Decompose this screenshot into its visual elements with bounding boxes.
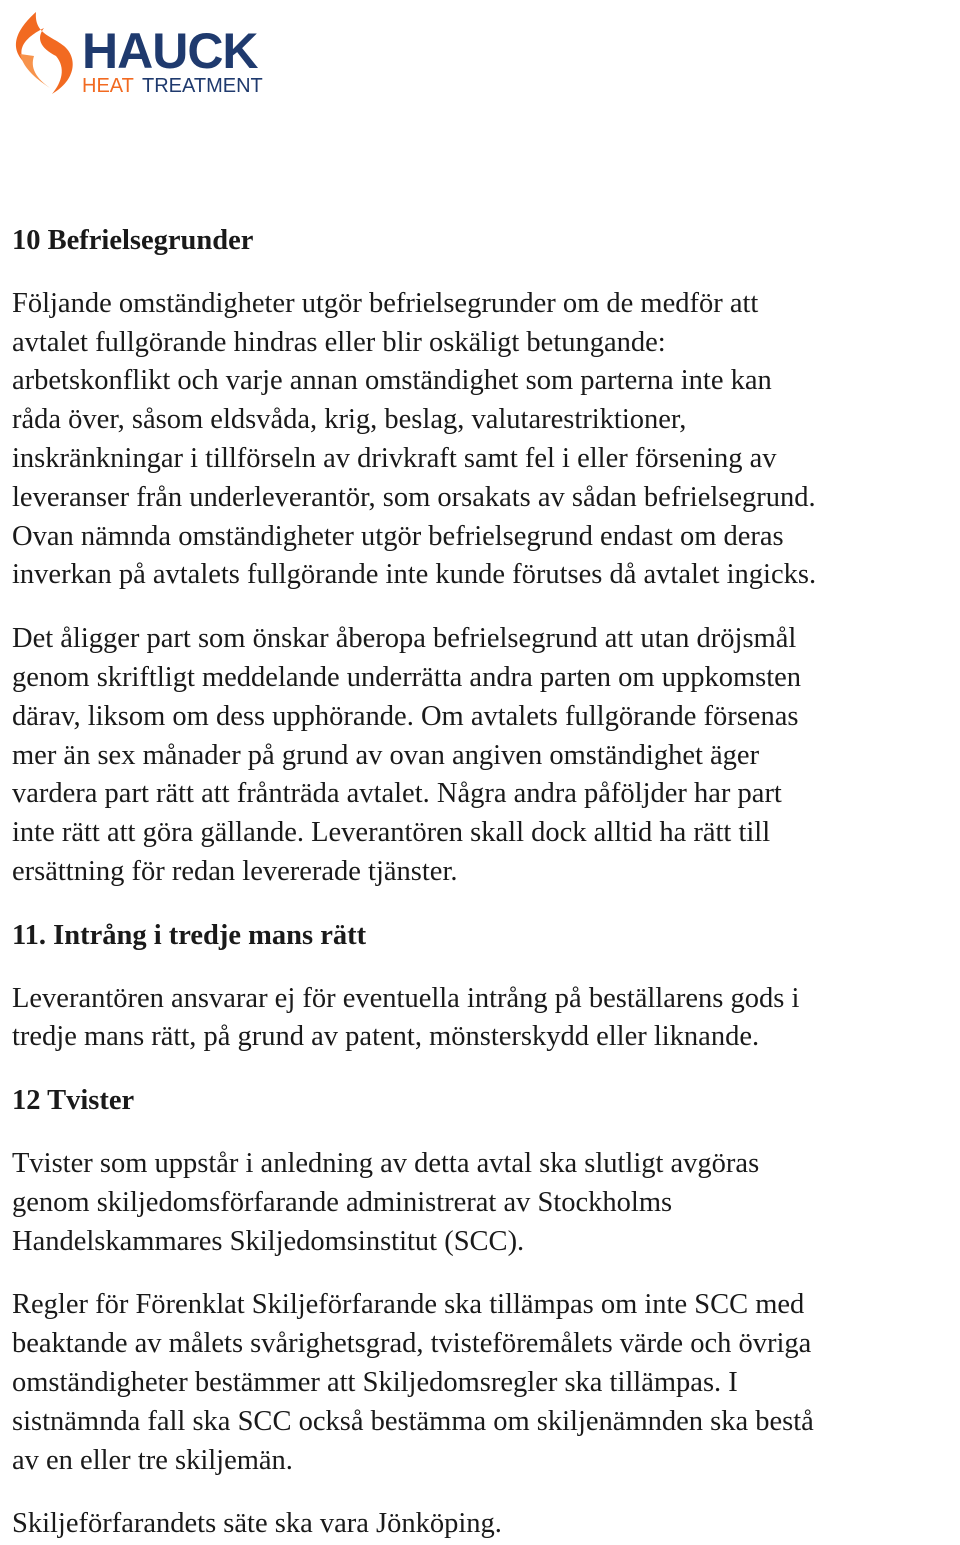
text-line: Ovan nämnda omständigheter utgör befrielsegrund endast om deras <box>12 520 784 552</box>
text-line: avtalet fullgörande hindras eller blir oskäligt betungande: <box>12 326 666 358</box>
text-line: inverkan på avtalets fullgörande inte kunde förutses då avtalet ingicks. <box>12 559 817 591</box>
section-heading: 11. Intrång i tredje mans rätt <box>12 919 367 951</box>
text-line: Tvister som uppstår i anledning av detta avtal ska slutligt avgöras <box>12 1147 760 1179</box>
text-line: Regler för Förenklat Skiljeförfarande ska tillämpas om inte SCC med <box>12 1289 805 1321</box>
paragraph <box>12 285 957 595</box>
text-line: Leverantören ansvarar ej för eventuella intrång på beställarens gods i <box>12 982 800 1014</box>
text-line: Det åligger part som önskar åberopa befrielsegrund att utan dröjsmål <box>12 623 797 655</box>
paragraph <box>12 1505 957 1544</box>
text-line: tredje mans rätt, på grund av patent, mönsterskydd eller liknande. <box>12 1021 760 1053</box>
section-heading: 12 Tvister <box>12 1085 135 1117</box>
text-line: inskränkningar i tillförseln av drivkraft samt fel i eller försening av <box>12 442 777 474</box>
text-line: mer än sex månader på grund av ovan angiven omständighet äger <box>12 739 760 771</box>
document-body <box>12 222 957 1544</box>
flame-logo-icon <box>6 8 266 98</box>
section-heading: 10 Befrielsegrunder <box>12 225 254 256</box>
brand-text: HAUCK <box>82 23 258 79</box>
text-line: Följande omständigheter utgör befrielsegrunder om de medför att <box>12 287 759 319</box>
text-line: arbetskonflikt och varje annan omständighet som parterna inte kan <box>12 365 772 397</box>
text-line: beaktande av målets svårighetsgrad, tvisteföremålets värde och övriga <box>12 1328 812 1360</box>
text-line: därav, liksom om dess upphörande. Om avtalets fullgörande försenas <box>12 700 799 732</box>
paragraph <box>12 620 957 892</box>
text-line: av en eller tre skiljemän. <box>12 1444 293 1476</box>
text-line: inte rätt att göra gällande. Leverantören skall dock alltid ha rätt till <box>12 817 771 849</box>
text-line: genom skriftligt meddelande underrätta andra parten om uppkomsten <box>12 661 802 693</box>
text-line: genom skiljedomsförfarande administrerat av Stockholms <box>12 1186 673 1218</box>
tagline-heat-text: HEAT <box>82 75 134 97</box>
text-line: ersättning för redan levererade tjänster. <box>12 855 458 887</box>
text-line: råda över, såsom eldsvåda, krig, beslag, valutarestriktioner, <box>12 404 687 436</box>
text-line: leveranser från underleverantör, som orsakats av sådan befrielsegrund. <box>12 481 816 513</box>
company-logo <box>6 8 266 98</box>
text-line: omständigheter bestämmer att Skiljedomsregler ska tillämpas. I <box>12 1366 738 1398</box>
paragraph <box>12 1286 957 1480</box>
text-line: Handelskammares Skiljedomsinstitut (SCC). <box>12 1225 525 1257</box>
text-line: vardera part rätt att frånträda avtalet. Några andra påföljder har part <box>12 778 782 810</box>
paragraph <box>12 980 957 1058</box>
text-line: Skiljeförfarandets säte ska vara Jönköping. <box>12 1508 502 1540</box>
tagline-treatment-text: TREATMENT <box>142 75 263 97</box>
paragraph <box>12 1145 957 1261</box>
text-line: sistnämnda fall ska SCC också bestämma om skiljenämnden ska bestå <box>12 1405 814 1437</box>
